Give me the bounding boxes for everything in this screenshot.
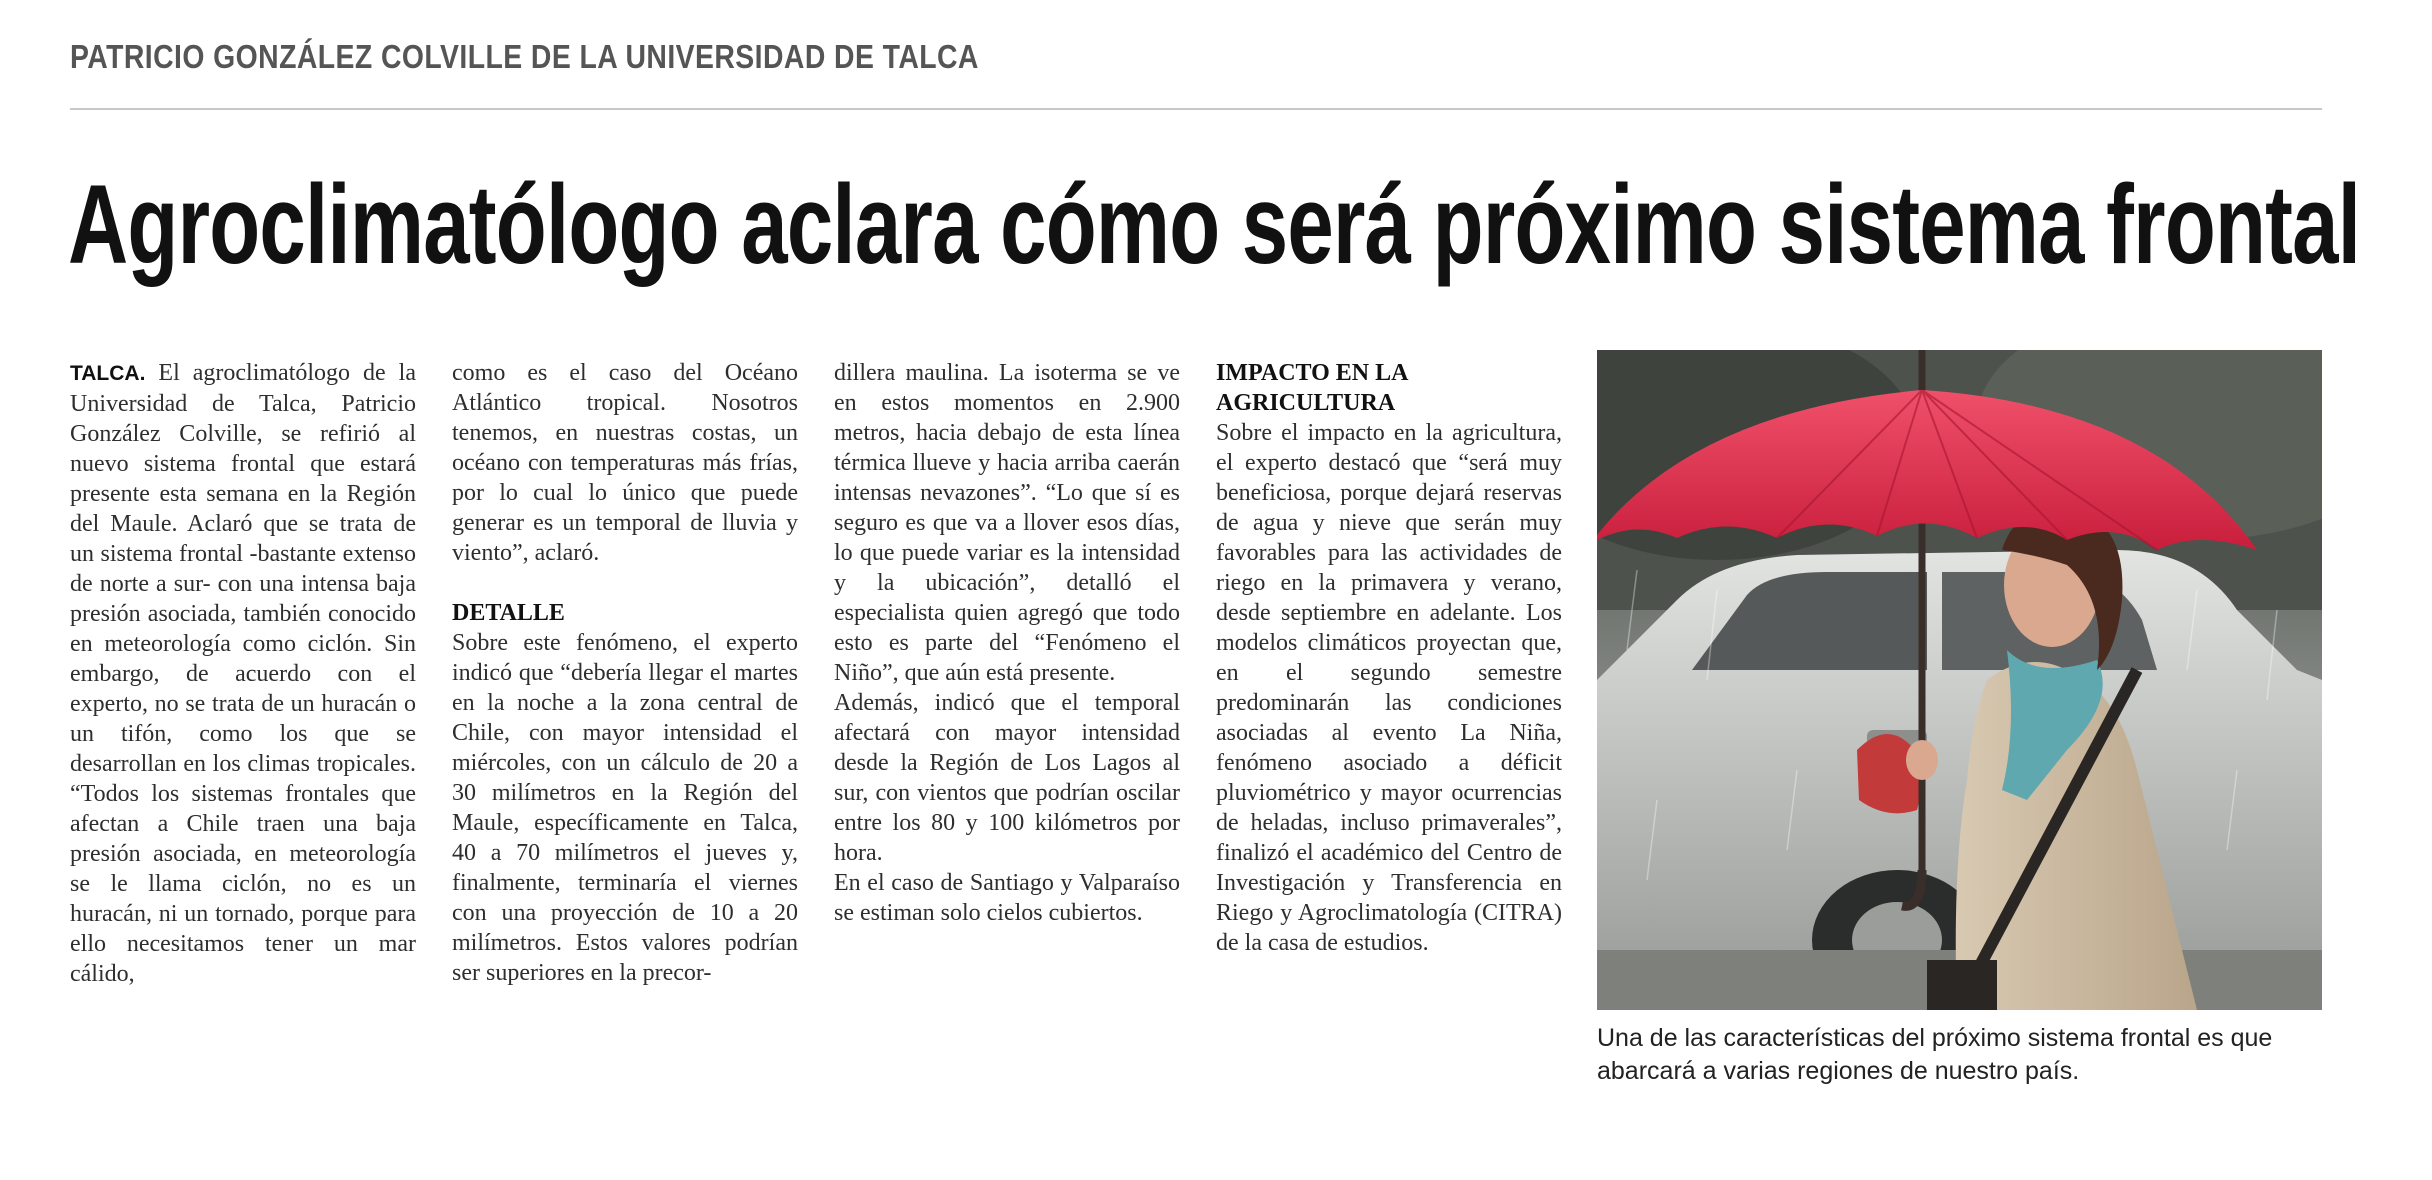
paragraph: dillera maulina. La isoterma se ve en estos momentos en 2.900 metros, hacia debajo de esta línea térmica llueve y hacia arriba caerán intensas nevazones”. “Lo que sí es seguro es que va a llover esos días, lo que puede variar es la intensidad y la ubicación”, detalló el especialista quien agregó que todo esto es parte del “Fenómeno el Niño”, que aún está presente. <box>834 360 1180 686</box>
subhead-detalle: DETALLE <box>452 600 565 626</box>
paragraph-text: El agroclimatólogo de la Universidad de Talca, Patricio González Colville, se refirió al nuevo sistema frontal que estará presente esta semana en la Región del Maule. Aclaró que se trata de un sistema frontal -bastante extenso de norte a sur- con una intensa baja presión asociada, también conocido en meteorología como ciclón. Sin embargo, de acuerdo con el experto, no se trata de un huracán o un tifón, como los que se desarrollan en los climas tropicales. “Todos los sistemas frontales que afectan a Chile traen una baja presión asociada, en meteorología se le llama ciclón, no es un huracán, ni un tornado, porque para ello necesitamos tener un mar cálido, <box>70 360 416 987</box>
paragraph: como es el caso del Océano Atlántico tropical. Nosotros tenemos, en nuestras costas, un océano con temperaturas más frías, por lo cual lo único que puede generar es un temporal de lluvia y viento”, aclaró. <box>452 360 798 566</box>
woman-with-red-umbrella-photo <box>1597 350 2322 1010</box>
subhead-line-1: IMPACTO EN LA <box>1216 360 1409 386</box>
spacer <box>452 568 798 598</box>
photo-illustration <box>1597 350 2322 1010</box>
header-divider <box>70 108 2322 110</box>
paragraph: Sobre el impacto en la agricultura, el experto destacó que “será muy beneficiosa, porque dejará reservas de agua y nieve que serán muy favorables para las actividades de riego en la primavera y verano, desde septiembre en adelante. Los modelos climáticos proyectan que, en el segundo semestre predominarán las condiciones asociadas al evento La Niña, fenómeno asociado a déficit pluviométrico y mayor ocurrencias de heladas, incluso primaverales”, finalizó el académico del Centro de Investigación y Transferencia en Riego y Agroclimatología (CITRA) de la casa de estudios. <box>1216 420 1562 956</box>
paragraph: Además, indicó que el temporal afectará con mayor intensidad desde la Región de Los Lagos al sur, con vientos que podrían oscilar entre los 80 y 100 kilómetros por hora. <box>834 690 1180 866</box>
dateline: TALCA. <box>70 362 146 385</box>
article-column-3 <box>834 358 1180 928</box>
article-column-2 <box>452 358 798 988</box>
subhead-line-2: AGRICULTURA <box>1216 390 1396 416</box>
article-column-1 <box>70 358 416 989</box>
subhead-impacto <box>1216 358 1562 418</box>
article-column-4 <box>1216 358 1562 958</box>
article-headline: Agroclimatólogo aclara cómo será próximo sistema frontal <box>68 162 2361 287</box>
photo-caption: Una de las características del próximo sistema frontal es que abarcará a varias regiones de nuestro país. <box>1597 1024 2273 1085</box>
paragraph: En el caso de Santiago y Valparaíso se estiman solo cielos cubiertos. <box>834 870 1180 926</box>
paragraph: Sobre este fenómeno, el experto indicó que “debería llegar el martes en la noche a la zona central de Chile, con mayor intensidad el miércoles, con un cálculo de 20 a 30 milímetros en la Región del Maule, específicamente en Talca, 40 a 70 milímetros el jueves y, finalmente, terminaría el viernes con una proyección de 10 a 20 milímetros. Estos valores podrían ser superiores en la precor- <box>452 630 798 986</box>
paragraph <box>70 358 416 989</box>
article-kicker: PATRICIO GONZÁLEZ COLVILLE DE LA UNIVERSIDAD DE TALCA <box>70 38 979 75</box>
